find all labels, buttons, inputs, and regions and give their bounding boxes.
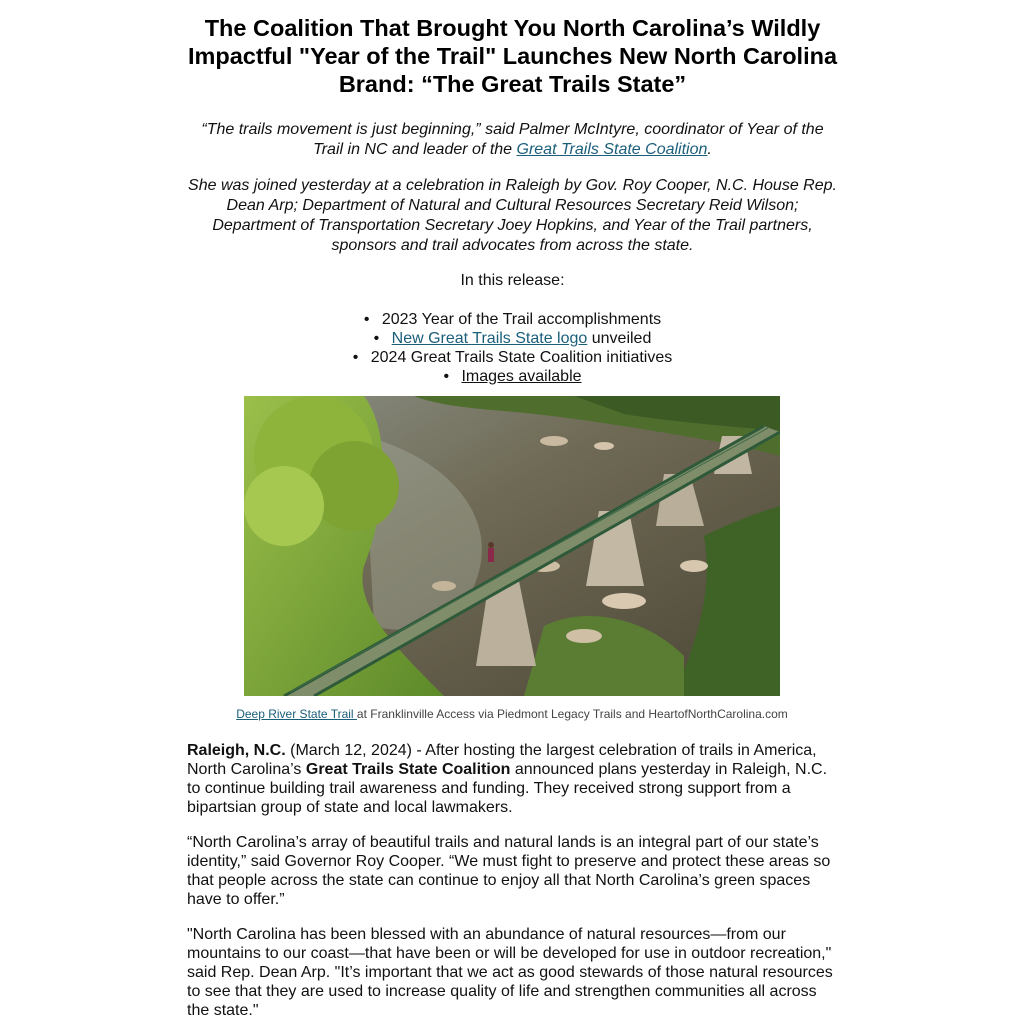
new-logo-link[interactable]: New Great Trails State logo (391, 330, 588, 347)
release-list (187, 310, 838, 386)
paragraph1-part2: announced plans yesterday in Raleigh, N.C. to continue building trail awareness and funding. They received strong support from a bipartsian group of state and local lawmakers. (187, 761, 828, 816)
bullet-icon: • (443, 368, 450, 385)
quote-period: . (707, 141, 712, 158)
list-item (187, 348, 838, 367)
body-paragraph-1 (187, 741, 838, 817)
in-release-label: In this release: (460, 272, 565, 289)
release-item-unveiled: unveiled (587, 330, 652, 347)
body-paragraph-3: "North Carolina has been blessed with an abundance of natural resources—from our mountains to our coast—that have been or will be developed for use in outdoor recreation," said Rep. Dean Arp. "It’s important that we act as good stewards of those natural resources to see that they are used to increase quality of life and strengthen communities all across the state." (187, 926, 833, 1019)
photo-caption (0, 706, 1024, 722)
great-trails-state-coalition-link[interactable]: Great Trails State Coalition (516, 141, 708, 158)
paragraph1-part1: (March 12, 2024) - After hosting the largest celebration of trails in America, North Carolina’s (187, 742, 817, 778)
mcintyre-quote (187, 120, 838, 160)
release-item-initiatives: 2024 Great Trails State Coalition initiatives (370, 349, 673, 366)
quote-text: “The trails movement is just beginning,” said Palmer McIntyre, coordinator of Year of the Trail in NC and leader of the (201, 121, 824, 158)
release-item-accomplishments: 2023 Year of the Trail accomplishments (381, 311, 662, 328)
trail-bridge-photo (244, 396, 780, 696)
bullet-icon: • (363, 311, 370, 328)
joined-paragraph: She was joined yesterday at a celebration in Raleigh by Gov. Roy Cooper, N.C. House Rep. Dean Arp; Department of Natural and Cultural Resources Secretary Reid Wilson; Department of Transportation Secretary Joey Hopkins, and Year of the Trail partners, sponsors and trail advocates from across the state. (188, 177, 837, 254)
list-item (187, 310, 838, 329)
bullet-icon: • (352, 349, 359, 366)
deep-river-state-trail-link[interactable]: Deep River State Trail (236, 707, 357, 721)
bullet-icon: • (373, 330, 380, 347)
list-item (187, 329, 838, 348)
images-available-link[interactable]: Images available (461, 368, 582, 385)
body-paragraph-2: “North Carolina’s array of beautiful trails and natural lands is an integral part of our state’s identity,” said Governor Roy Cooper. “We must fight to preserve and protect these areas so that people across the state can continue to enjoy all that North Carolina’s green spaces have to offer.” (187, 834, 831, 908)
dateline: Raleigh, N.C. (187, 742, 286, 759)
list-item (187, 367, 838, 386)
bridge-photo-illustration (244, 396, 780, 696)
caption-text: at Franklinville Access via Piedmont Legacy Trails and HeartofNorthCarolina.com (356, 707, 788, 721)
headline: The Coalition That Brought You North Carolina’s Wildly Impactful "Year of the Trail" Launches New North Carolina Brand: “The Great Trails State” (187, 15, 838, 97)
coalition-name: Great Trails State Coalition (305, 761, 511, 778)
